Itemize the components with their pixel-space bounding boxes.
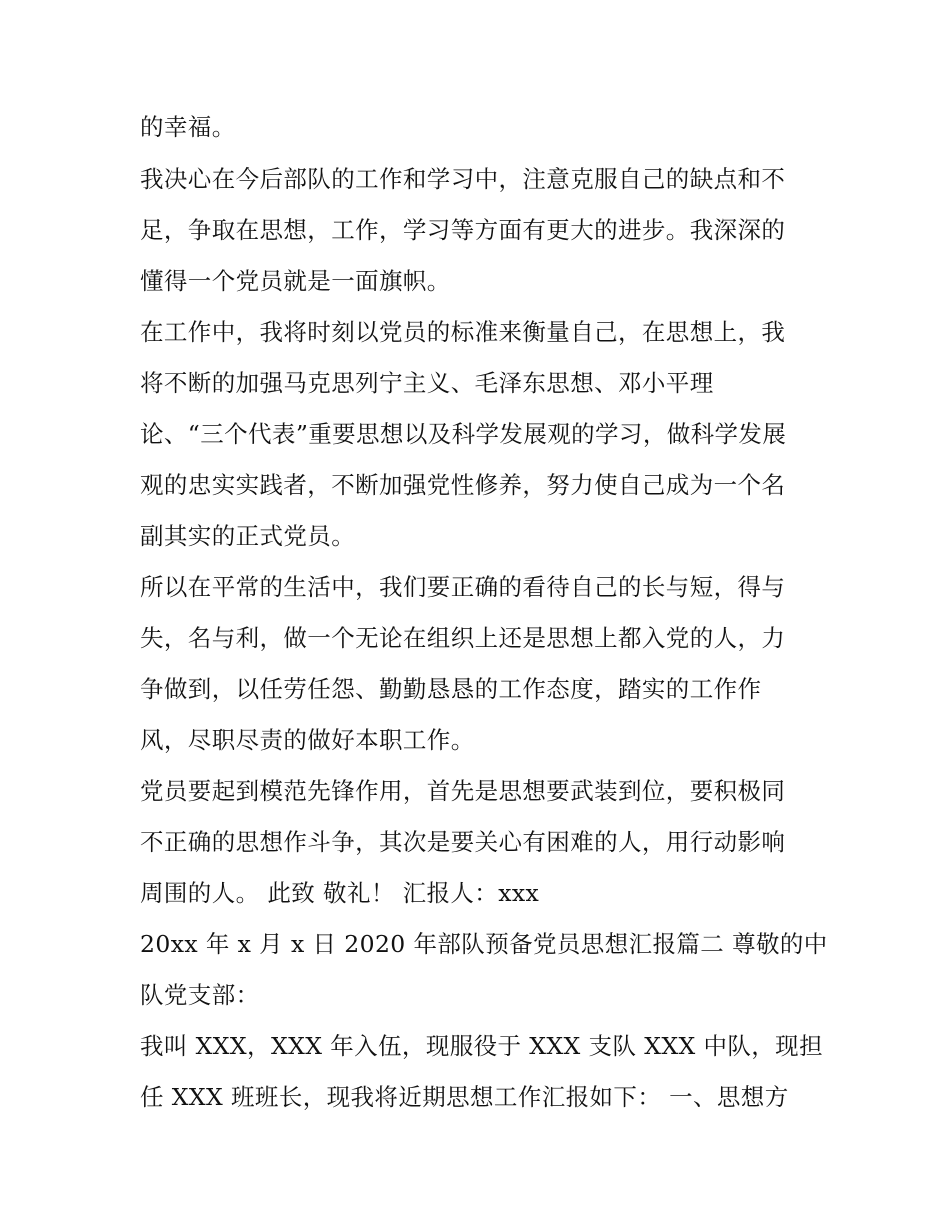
text-line: 任 XXX 班班长，现我将近期思想工作汇报如下： 一、思想方 [140,1083,789,1111]
text-line: 争做到，以任劳任怨、勤勤恳恳的工作态度，踏实的工作作 [140,675,762,703]
text-line: 副其实的正式党员。 [140,522,356,550]
text-line: 在工作中，我将时刻以党员的标准来衡量自己，在思想上，我 [140,318,786,346]
text-line: 我决心在今后部队的工作和学习中，注意克服自己的缺点和不 [140,165,786,193]
text-line: 风，尽职尽责的做好本职工作。 [140,726,475,754]
text-line: 观的忠实实践者，不断加强党性修养，努力使自己成为一个名 [140,471,786,499]
text-line: 足，争取在思想，工作，学习等方面有更大的进步。我深深的 [140,216,786,244]
text-line: 失，名与利，做一个无论在组织上还是思想上都入党的人，力 [140,624,786,652]
text-line: 我叫 XXX，XXX 年入伍，现服役于 XXX 支队 XXX 中队，现担 [140,1032,823,1060]
text-line: 的幸福。 [140,113,236,141]
text-line: 所以在平常的生活中，我们要正确的看待自己的长与短，得与 [140,573,786,601]
text-line: 论、“三个代表”重要思想以及科学发展观的学习，做科学发展 [140,420,787,448]
text-line: 懂得一个党员就是一面旗帜。 [140,267,451,295]
text-line: 周围的人。 此致 敬礼！ 汇报人：xxx [140,879,540,907]
text-line: 将不断的加强马克思列宁主义、毛泽东思想、邓小平理 [140,369,714,397]
text-line: 不正确的思想作斗争，其次是要关心有困难的人，用行动影响 [140,828,786,856]
text-line: 队党支部： [140,981,260,1009]
text-line: 党员要起到模范先锋作用，首先是思想要武装到位，要积极同 [140,777,786,805]
text-line: 20xx 年 x 月 x 日 2020 年部队预备党员思想汇报篇二 尊敬的中 [140,930,828,958]
